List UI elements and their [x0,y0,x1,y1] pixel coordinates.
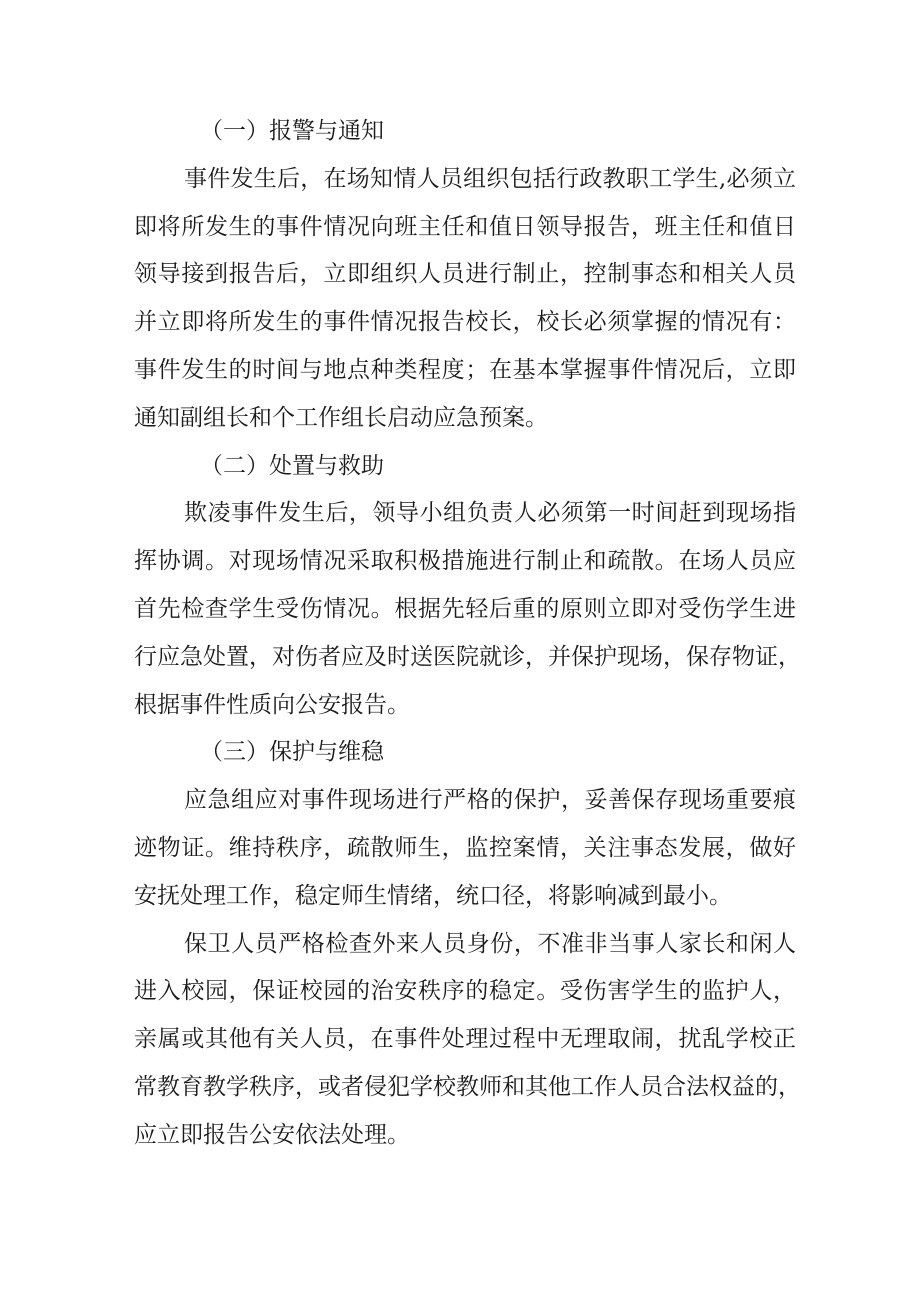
paragraph-line: 并立即将所发生的事件情况报告校长，校长必须掌握的情况有： [134,309,796,336]
paragraph-line: 应立即报告公安依法处理。 [134,1121,410,1148]
paragraph-line: 应急组应对事件现场进行严格的保护，妥善保存现场重要痕 [184,787,796,814]
paragraph-line: 领导接到报告后，立即组织人员进行制止，控制事态和相关人员 [134,261,796,288]
paragraph-line: 首先检查学生受伤情况。根据先轻后重的原则立即对受伤学生进 [134,595,796,622]
paragraph-line: 事件发生的时间与地点种类程度；在基本掌握事件情况后，立即 [134,356,796,383]
paragraph-line: 安抚处理工作，稳定师生情绪，统口径，将影响减到最小。 [134,882,732,909]
paragraph-line: 通知副组长和个工作组长启动应急预案。 [134,404,548,431]
paragraph-line: 亲属或其他有关人员，在事件处理过程中无理取闹，扰乱学校正 [134,1026,796,1053]
paragraph-line: 事件发生后，在场知情人员组织包括行政教职工学生,必须立 [184,165,796,192]
paragraph-line: 行应急处置，对伤者应及时送医院就诊，并保护现场，保存物证， [134,643,801,670]
paragraph-line: 保卫人员严格检查外来人员身份，不准非当事人家长和闲人 [184,930,796,957]
paragraph-line: 进入校园，保证校园的治安秩序的稳定。受伤害学生的监护人， [134,978,796,1005]
paragraph-line: 欺凌事件发生后，领导小组负责人必须第一时间赶到现场指 [184,500,796,527]
paragraph-line: 即将所发生的事件情况向班主任和值日领导报告，班主任和值日 [134,213,796,240]
section-heading-protection-stability: （三）保护与维稳 [200,739,384,766]
section-heading-disposal-rescue: （二）处置与救助 [200,452,384,479]
paragraph-line: 挥协调。对现场情况采取积极措施进行制止和疏散。在场人员应 [134,548,796,575]
section-heading-alarm-notification: （一）报警与通知 [200,118,384,144]
paragraph-line: 常教育教学秩序，或者侵犯学校教师和其他工作人员合法权益的， [134,1073,801,1100]
paragraph-line: 迹物证。维持秩序，疏散师生，监控案情，关注事态发展，做好 [134,834,796,861]
document-body [134,108,801,1160]
paragraph-line: 根据事件性质向公安报告。 [134,691,410,718]
